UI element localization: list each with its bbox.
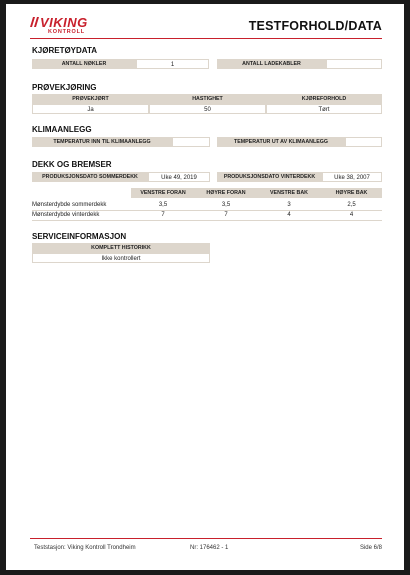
vehicle-data-heading: KJØRETØYDATA <box>32 46 98 55</box>
climate-heading: KLIMAANLEGG <box>32 125 92 134</box>
tread-summer-left-front: 3,5 <box>158 202 168 208</box>
table-row-divider <box>32 220 382 221</box>
charging-cables-label: ANTALL LADEKABLER <box>217 59 326 69</box>
climate-temp-in-label: TEMPERATUR INN TIL KLIMAANLEGG <box>32 137 172 147</box>
service-info-heading: SERVICEINFORMASJON <box>32 232 127 241</box>
tread-winter-label: Mønsterdybde vinterdekk <box>32 212 100 218</box>
tread-winter-left-front: 7 <box>161 212 165 218</box>
test-drive-col-speed: HASTIGHET <box>149 94 266 104</box>
test-drive-speed-value: 50 <box>149 104 266 114</box>
tread-winter-right-rear: 4 <box>349 212 354 218</box>
test-drive-col-driven: PRØVEKJØRT <box>32 94 149 104</box>
logo-text-main: VIKING <box>40 15 88 30</box>
test-drive-col-conditions: KJØREFORHOLD <box>266 94 382 104</box>
footer-divider <box>30 538 382 539</box>
climate-temp-out-label: TEMPERATUR UT AV KLIMAANLEGG <box>217 137 345 147</box>
viking-kontroll-logo <box>30 15 100 39</box>
tires-brakes-heading: DEKK OG BREMSER <box>32 160 112 169</box>
header-divider <box>30 38 382 39</box>
tread-winter-left-rear: 4 <box>287 212 291 218</box>
tread-winter-right-front: 7 <box>224 212 228 218</box>
climate-temp-in-value <box>172 137 210 147</box>
tread-summer-right-rear: 2,5 <box>347 202 356 208</box>
test-drive-heading: PRØVEKJØRING <box>32 83 97 92</box>
footer-station: Teststasjon: Viking Kontroll Trondheim <box>34 545 136 551</box>
tread-col-left-rear: VENSTRE BAK <box>257 188 321 198</box>
test-drive-driven-value: Ja <box>32 104 149 114</box>
charging-cables-value <box>326 59 382 69</box>
summer-tire-date-value: Uke 49, 2019 <box>148 172 210 182</box>
tread-col-right-rear: HØYRE BAK <box>321 188 382 198</box>
footer-page-number: Side 6/8 <box>359 545 382 551</box>
tread-summer-label: Mønsterdybde sommerdekk <box>32 202 107 208</box>
winter-tire-date-label: PRODUKSJONSDATO VINTERDEKK <box>217 172 322 182</box>
tread-summer-left-rear: 3 <box>287 202 291 208</box>
climate-temp-out-value <box>345 137 382 147</box>
service-history-label: KOMPLETT HISTORIKK <box>32 243 210 253</box>
keys-count-label: ANTALL NØKLER <box>32 59 136 69</box>
viking-logo-icon <box>30 17 39 27</box>
summer-tire-date-label: PRODUKSJONSDATO SOMMERDEKK <box>32 172 148 182</box>
logo-text-sub: KONTROLL <box>48 29 85 35</box>
tread-col-left-front: VENSTRE FORAN <box>131 188 195 198</box>
service-history-value: Ikke kontrollert <box>32 253 210 263</box>
tread-summer-right-front: 3,5 <box>221 202 231 208</box>
tread-col-right-front: HØYRE FORAN <box>195 188 257 198</box>
document-page <box>6 4 404 570</box>
page-title: TESTFORHOLD/DATA <box>248 19 382 33</box>
keys-count-value: 1 <box>136 59 209 69</box>
footer-report-number: Nr: 176462 - 1 <box>190 545 229 551</box>
winter-tire-date-value: Uke 38, 2007 <box>322 172 382 182</box>
test-drive-conditions-value: Tørt <box>266 104 382 114</box>
